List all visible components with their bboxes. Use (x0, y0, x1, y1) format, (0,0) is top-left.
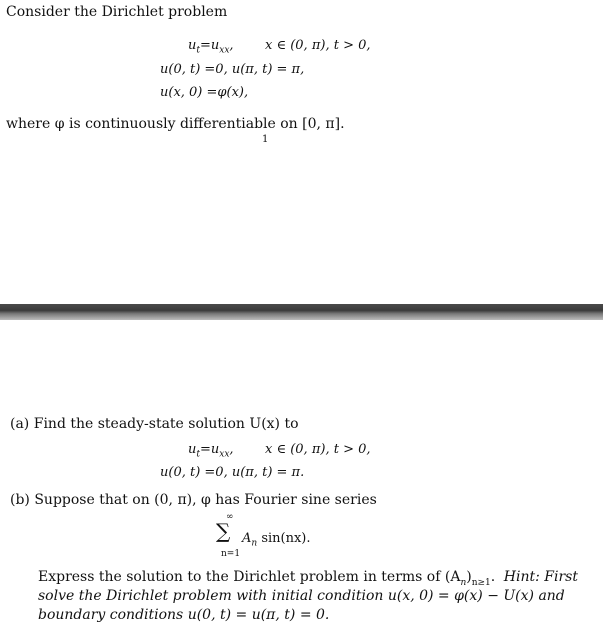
sum-lower-limit: n=1 (221, 549, 241, 559)
initial-condition: u(x, 0) =φ(x), (160, 85, 249, 100)
part-a-pde-equation: $u_t=u_{xx}$, (188, 442, 234, 460)
page-number: 1 (262, 134, 269, 145)
where-clause: where φ is continuously differentiable on [0, π]. (6, 116, 345, 132)
part-a-boundary-conditions: u(0, t) =0, u(π, t) = π. (160, 465, 305, 480)
page-separator (0, 304, 603, 320)
part-b: (b) Suppose that on (0, π), φ has Fourier sine series (10, 492, 377, 508)
boundary-conditions: u(0, t) =0, u(π, t) = π, (160, 62, 305, 77)
sum-upper-limit: ∞ (226, 512, 234, 522)
summation-symbol: ∑ (216, 519, 231, 543)
intro-text: Consider the Dirichlet problem (6, 4, 228, 20)
part-a: (a) Find the steady-state solution U(x) to (10, 416, 299, 432)
sum-term: $A_n$ sin(nx). (242, 531, 311, 549)
part-a-pde-domain: x ∈ (0, π), t > 0, (265, 442, 371, 457)
express-line: Express the solution to the Dirichlet problem in terms of $(A_n)_{n\ge 1}$. Hint: First (38, 569, 578, 588)
hint-line-3: boundary conditions u(0, t) = u(π, t) = 0. (38, 607, 330, 623)
pde-equation: $u_t=u_{xx}$, (188, 38, 234, 56)
pde-domain: x ∈ (0, π), t > 0, (265, 38, 371, 53)
hint-line-2: solve the Dirichlet problem with initial condition u(x, 0) = φ(x) − U(x) and (38, 588, 565, 604)
